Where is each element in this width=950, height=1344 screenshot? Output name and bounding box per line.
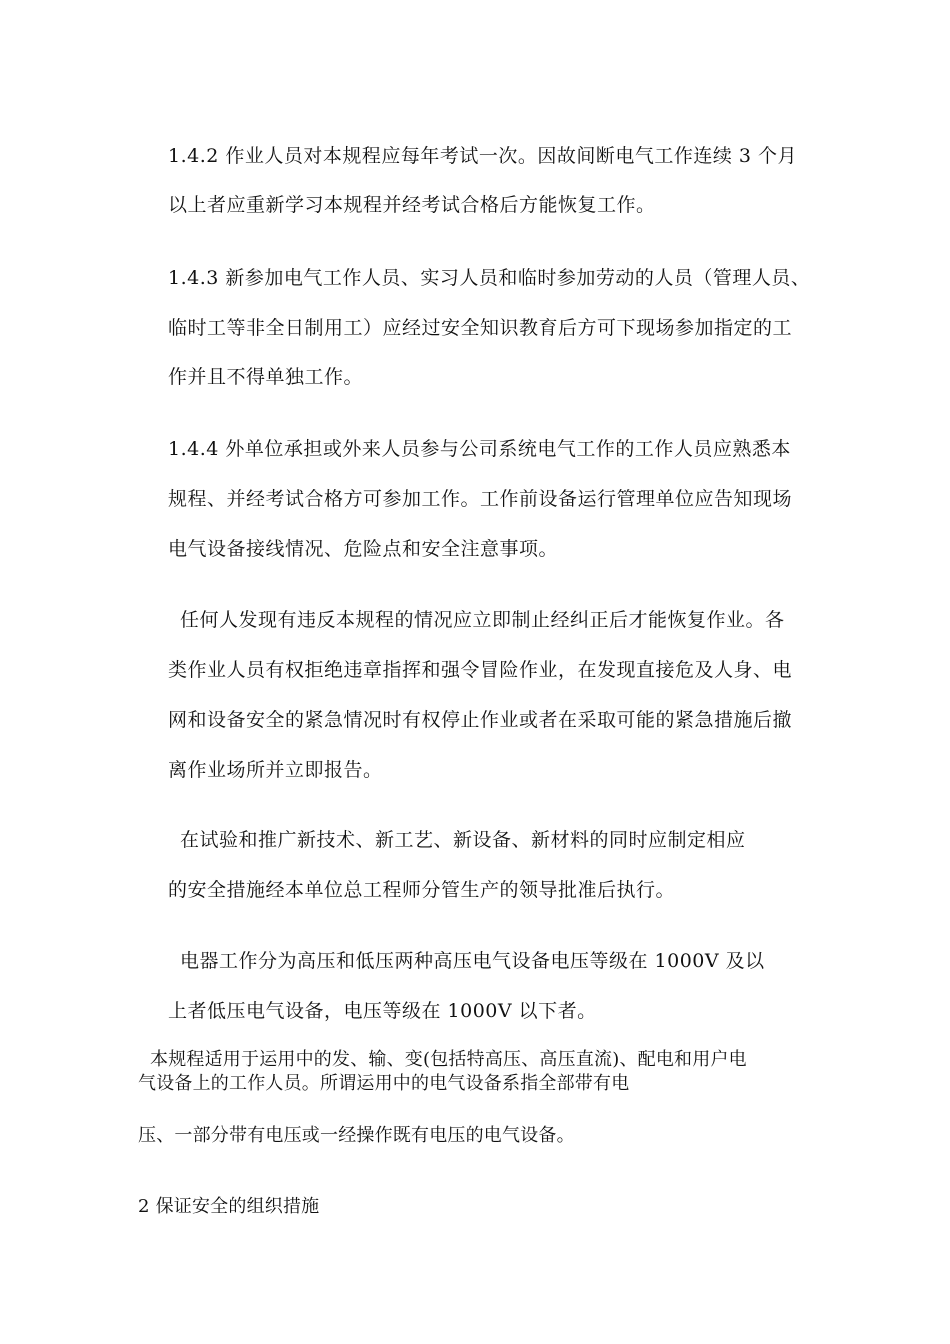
text-line: 网和设备安全的紧急情况时有权停止作业或者在采取可能的紧急措施后撤 bbox=[168, 709, 793, 731]
text-line: 1.4.3 新参加电气工作人员、实习人员和临时参加劳动的人员（管理人员、 bbox=[168, 267, 811, 289]
section-heading: 2 保证安全的组织措施 bbox=[138, 1196, 320, 1217]
text-line: 压、一部分带有电压或一经操作既有电压的电气设备。 bbox=[138, 1125, 575, 1146]
text-line: 作并且不得单独工作。 bbox=[168, 366, 364, 388]
text-line: 类作业人员有权拒绝违章指挥和强令冒险作业，在发现直接危及人身、电 bbox=[168, 659, 793, 681]
text-line: 的安全措施经本单位总工程师分管生产的领导批准后执行。 bbox=[168, 879, 676, 901]
text-line: 电气设备接线情况、危险点和安全注意事项。 bbox=[168, 538, 559, 560]
text-line: 电器工作分为高压和低压两种高压电气设备电压等级在 1000V 及以 bbox=[180, 950, 765, 972]
text-line: 临时工等非全日制用工）应经过安全知识教育后方可下现场参加指定的工 bbox=[168, 317, 793, 339]
text-line: 规程、并经考试合格方可参加工作。工作前设备运行管理单位应告知现场 bbox=[168, 488, 793, 510]
text-line: 离作业场所并立即报告。 bbox=[168, 759, 383, 781]
text-line: 在试验和推广新技术、新工艺、新设备、新材料的同时应制定相应 bbox=[180, 829, 746, 851]
text-line: 以上者应重新学习本规程并经考试合格后方能恢复工作。 bbox=[168, 194, 656, 216]
text-line: 上者低压电气设备，电压等级在 1000V 以下者。 bbox=[168, 1000, 597, 1022]
text-line: 1.4.4 外单位承担或外来人员参与公司系统电气工作的工作人员应熟悉本 bbox=[168, 438, 791, 460]
text-line: 气设备上的工作人员。所谓运用中的电气设备系指全部带有电 bbox=[138, 1073, 630, 1094]
text-line: 本规程适用于运用中的发、输、变(包括特高压、高压直流)、配电和用户电 bbox=[150, 1049, 747, 1070]
text-line: 任何人发现有违反本规程的情况应立即制止经纠正后才能恢复作业。各 bbox=[180, 609, 785, 631]
text-line: 1.4.2 作业人员对本规程应每年考试一次。因故间断电气工作连续 3 个月 bbox=[168, 145, 798, 167]
